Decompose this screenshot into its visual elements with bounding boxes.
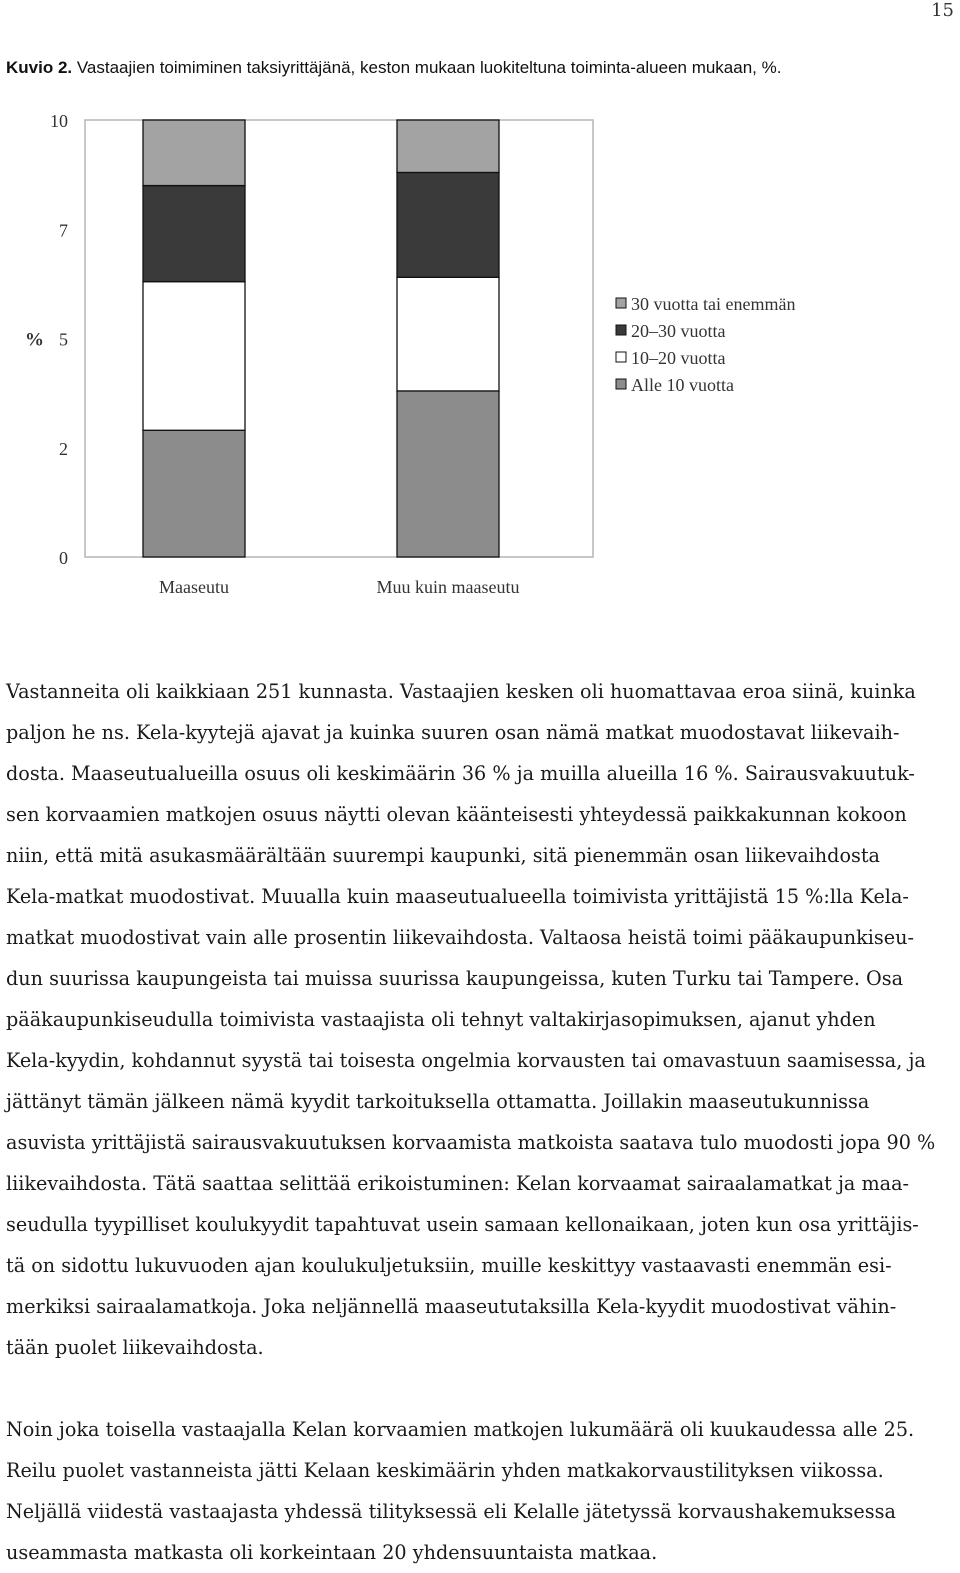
text-line: liikevaihdosta. Tätä saattaa selittää erikoistuminen: Kelan korvaamat sairaalamatkat ja maa- bbox=[6, 1172, 910, 1195]
text-line: niin, että mitä asukasmäärältään suurempi kaupunki, sitä pienemmän osan liikevaihdosta bbox=[6, 844, 880, 867]
y-tick-label: 5 bbox=[59, 329, 68, 350]
text-line: Reilu puolet vastanneista jätti Kelaan keskimäärin yhden matkakorvaustilityksen viikossa. bbox=[6, 1459, 884, 1482]
y-tick-label: 7 bbox=[59, 220, 68, 241]
text-line: Kela-matkat muodostivat. Muualla kuin maaseutualueella toimivista yrittäjistä 15 %:lla Kela- bbox=[6, 885, 909, 908]
bar-segment bbox=[397, 277, 499, 391]
legend-swatch bbox=[616, 352, 626, 362]
figure-caption-label: Kuvio 2. bbox=[6, 58, 73, 77]
text-line: paljon he ns. Kela-kyytejä ajavat ja kuinka suuren osan nämä matkat muodostavat liikevaih- bbox=[6, 721, 900, 744]
figure-caption bbox=[6, 58, 946, 78]
text-line: tään puolet liikevaihdosta. bbox=[6, 1336, 264, 1359]
text-line: dosta. Maaseutualueilla osuus oli keskimäärin 36 % ja muilla alueilla 16 %. Sairausvakuutuk- bbox=[6, 762, 915, 785]
text-line: Vastanneita oli kaikkiaan 251 kunnasta. Vastaajien kesken oli huomattavaa eroa siinä, kuinka bbox=[6, 680, 916, 703]
text-line: pääkaupunkiseudulla toimivista vastaajista oli tehnyt valtakirjasopimuksen, ajanut yhden bbox=[6, 1008, 876, 1031]
legend-label: 10–20 vuotta bbox=[631, 348, 726, 368]
text-line: dun suurissa kaupungeista tai muissa suurissa kaupungeissa, kuten Turku tai Tampere. Osa bbox=[6, 967, 904, 990]
text-line: jättänyt tämän jälkeen nämä kyydit tarkoituksella ottamatta. Joillakin maaseutukunnissa bbox=[6, 1090, 870, 1113]
text-line: merkiksi sairaalamatkoja. Joka neljännellä maaseututaksilla Kela-kyydit muodostivat vähin- bbox=[6, 1295, 897, 1318]
page-number: 15 bbox=[931, 0, 954, 21]
bar-segment bbox=[397, 391, 499, 557]
legend-swatch bbox=[616, 379, 626, 389]
text-line: seudulla tyypilliset koulukyydit tapahtuvat usein samaan kellonaikaan, joten kun osa yrittäjis- bbox=[6, 1213, 919, 1236]
y-tick-label: 10 bbox=[50, 111, 68, 131]
bar-segment bbox=[143, 282, 245, 431]
legend-swatch bbox=[616, 325, 626, 335]
y-tick-label: 0 bbox=[59, 548, 68, 568]
bar-segment bbox=[143, 186, 245, 282]
y-axis bbox=[25, 111, 68, 568]
text-line: sen korvaamien matkojen osuus näytti olevan käänteisesti yhteydessä paikkakunnan kokoon bbox=[6, 803, 907, 826]
body-paragraph-1 bbox=[6, 671, 956, 1368]
x-axis bbox=[159, 577, 519, 597]
x-tick-label: Maaseutu bbox=[159, 577, 229, 597]
bars bbox=[143, 120, 499, 557]
text-line: Noin joka toisella vastaajalla Kelan korvaamien matkojen lukumäärä oli kuukaudessa alle 25. bbox=[6, 1418, 915, 1441]
legend-label: 20–30 vuotta bbox=[631, 321, 726, 341]
y-tick-label: 2 bbox=[59, 438, 68, 459]
bar-segment bbox=[397, 172, 499, 277]
bar-segment bbox=[143, 430, 245, 557]
bar-segment bbox=[397, 120, 499, 172]
bar-segment bbox=[143, 120, 245, 186]
legend-label: 30 vuotta tai enemmän bbox=[631, 294, 796, 314]
figure-caption-text: Vastaajien toimiminen taksiyrittäjänä, keston mukaan luokiteltuna toiminta-alueen mukaan, %. bbox=[72, 58, 782, 77]
stacked-bar-chart bbox=[0, 100, 960, 620]
legend bbox=[616, 294, 795, 395]
x-tick-label: Muu kuin maaseutu bbox=[376, 577, 520, 597]
text-line: asuvista yrittäjistä sairausvakuutuksen korvaamista matkoista saatava tulo muodosti jopa 90 % bbox=[6, 1131, 936, 1154]
legend-swatch bbox=[616, 298, 626, 308]
text-line: useammasta matkasta oli korkeintaan 20 yhdensuuntaista matkaa. bbox=[6, 1541, 658, 1564]
text-line: Neljällä viidestä vastaajasta yhdessä tilityksessä eli Kelalle jätetyssä korvaushakemuksessa bbox=[6, 1500, 896, 1523]
legend-label: Alle 10 vuotta bbox=[631, 375, 734, 395]
text-line: matkat muodostivat vain alle prosentin liikevaihdosta. Valtaosa heistä toimi pääkaupunkiseu- bbox=[6, 926, 914, 949]
body-paragraph-2 bbox=[6, 1409, 956, 1573]
y-axis-label: % bbox=[25, 329, 44, 351]
text-line: Kela-kyydin, kohdannut syystä tai toisesta ongelmia korvausten tai omavastuun saamisessa, ja bbox=[6, 1049, 926, 1072]
text-line: tä on sidottu lukuvuoden ajan koulukuljetuksiin, muille keskittyy vastaavasti enemmän esi- bbox=[6, 1254, 892, 1277]
